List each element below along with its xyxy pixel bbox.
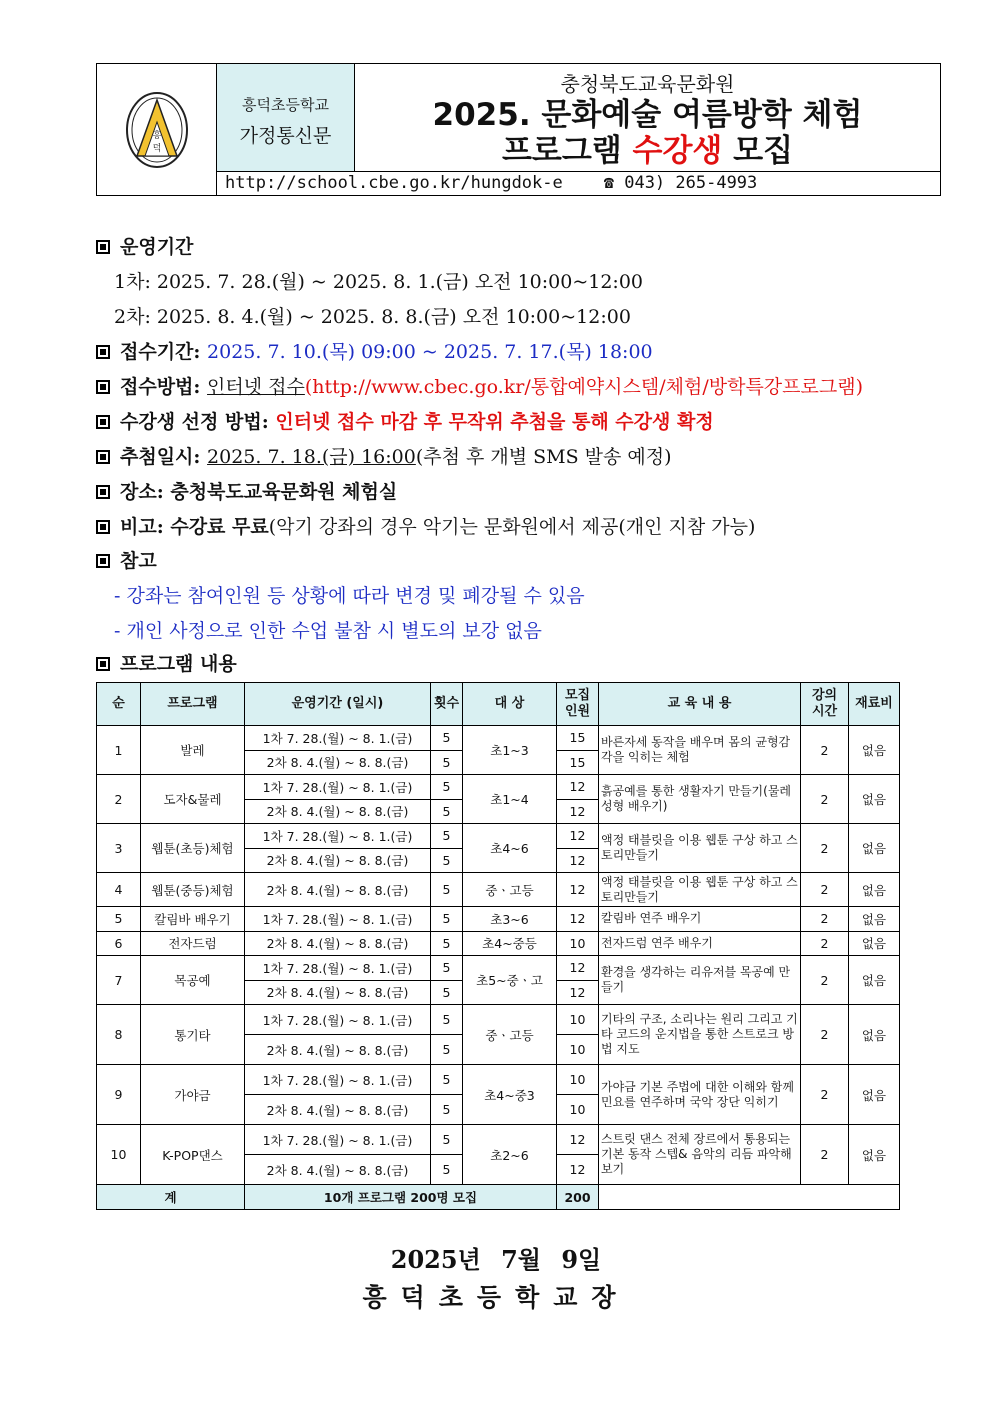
program-content: 환경을 생각하는 리유저블 목공예 만들기 bbox=[599, 956, 801, 1005]
newsletter-cell bbox=[217, 64, 355, 171]
program-name: 웹툰(초등)체험 bbox=[141, 824, 245, 873]
program-content: 전자드럼 연주 배우기 bbox=[599, 931, 801, 956]
school-logo bbox=[97, 64, 217, 195]
total-count: 200 bbox=[557, 1185, 599, 1210]
organizer: 충청북도교육문화원 bbox=[560, 72, 735, 96]
session-capacity: 10 bbox=[557, 1095, 599, 1125]
logo-cell bbox=[97, 64, 217, 195]
material-fee: 없음 bbox=[849, 1065, 900, 1125]
session-capacity: 12 bbox=[557, 1125, 599, 1155]
program-name: 통기타 bbox=[141, 1005, 245, 1065]
total-description: 10개 프로그램 200명 모집 bbox=[245, 1185, 557, 1210]
lecture-hours: 2 bbox=[801, 873, 849, 907]
column-header: 프로그램 bbox=[141, 683, 245, 726]
program-content: 기타의 구조, 소리나는 원리 그리고 기타 코드의 운지법을 통한 스트로크 방법 지도 bbox=[599, 1005, 801, 1065]
material-fee: 없음 bbox=[849, 1005, 900, 1065]
svg-text:덕: 덕 bbox=[152, 144, 162, 154]
program-content: 스트릿 댄스 전체 장르에서 통용되는 기본 동작 스텝& 음악의 리듬 파악해 보기 bbox=[599, 1125, 801, 1185]
section-selection: 수강생 선정 방법: 인터넷 접수 마감 후 무작위 추첨을 통해 수강생 확정 bbox=[96, 410, 714, 434]
period-2: 2차: 2025. 8. 4.(월) ~ 2025. 8. 8.(금) 오전 10:00~12:00 bbox=[114, 306, 631, 328]
material-fee: 없음 bbox=[849, 726, 900, 775]
lecture-hours: 2 bbox=[801, 931, 849, 956]
session-count: 5 bbox=[431, 848, 463, 873]
session-count: 5 bbox=[431, 1035, 463, 1065]
session-period: 2차 8. 4.(월) ~ 8. 8.(금) bbox=[245, 873, 431, 907]
square-bullet-icon bbox=[96, 520, 110, 534]
session-capacity: 10 bbox=[557, 931, 599, 956]
session-count: 5 bbox=[431, 1065, 463, 1095]
session-count: 5 bbox=[431, 1095, 463, 1125]
session-count: 5 bbox=[431, 799, 463, 824]
session-count: 5 bbox=[431, 907, 463, 932]
session-period: 1차 7. 28.(월) ~ 8. 1.(금) bbox=[245, 1005, 431, 1035]
lecture-hours: 2 bbox=[801, 1005, 849, 1065]
total-empty bbox=[599, 1185, 900, 1210]
material-fee: 없음 bbox=[849, 956, 900, 1005]
square-bullet-icon bbox=[96, 485, 110, 499]
column-header: 교 육 내 용 bbox=[599, 683, 801, 726]
program-content: 칼림바 연주 배우기 bbox=[599, 907, 801, 932]
phone-icon: ☎ bbox=[603, 173, 614, 193]
svg-text:흥: 흥 bbox=[152, 131, 162, 141]
program-name: 도자&물레 bbox=[141, 775, 245, 824]
period-1: 1차: 2025. 7. 28.(월) ~ 2025. 8. 1.(금) 오전 10:00~12:00 bbox=[114, 271, 644, 293]
square-bullet-icon bbox=[96, 345, 110, 359]
section-reception: 접수기간: 2025. 7. 10.(목) 09:00 ~ 2025. 7. 17.(목) 18:00 bbox=[96, 340, 653, 364]
target-group: 초4~6 bbox=[463, 824, 557, 873]
program-name: 웹툰(중등)체험 bbox=[141, 873, 245, 907]
session-period: 2차 8. 4.(월) ~ 8. 8.(금) bbox=[245, 980, 431, 1005]
table-row bbox=[97, 873, 900, 907]
row-number: 4 bbox=[97, 873, 141, 907]
row-number: 8 bbox=[97, 1005, 141, 1065]
school-url[interactable]: http://school.cbe.go.kr/hungdok-e bbox=[225, 173, 563, 193]
square-bullet-icon bbox=[96, 380, 110, 394]
session-period: 2차 8. 4.(월) ~ 8. 8.(금) bbox=[245, 1155, 431, 1185]
square-bullet-icon bbox=[96, 554, 110, 568]
table-row bbox=[97, 907, 900, 932]
title-part-1: 프로그램 bbox=[501, 133, 633, 169]
section-ref: 참고 bbox=[96, 549, 157, 573]
program-table bbox=[96, 682, 900, 1210]
target-group: 초2~6 bbox=[463, 1125, 557, 1185]
section-draw: 추첨일시: 2025. 7. 18.(금) 16:00(추첨 후 개별 SMS 발송 예정) bbox=[96, 445, 672, 469]
session-capacity: 10 bbox=[557, 1065, 599, 1095]
session-count: 5 bbox=[431, 750, 463, 775]
session-capacity: 12 bbox=[557, 907, 599, 932]
lecture-hours: 2 bbox=[801, 824, 849, 873]
session-count: 5 bbox=[431, 775, 463, 800]
program-name: 가야금 bbox=[141, 1065, 245, 1125]
session-period: 1차 7. 28.(월) ~ 8. 1.(금) bbox=[245, 824, 431, 849]
square-bullet-icon bbox=[96, 240, 110, 254]
target-group: 초4~중등 bbox=[463, 931, 557, 956]
table-row bbox=[97, 824, 900, 849]
target-group: 초3~6 bbox=[463, 907, 557, 932]
row-number: 3 bbox=[97, 824, 141, 873]
header-box bbox=[96, 63, 941, 196]
page-title bbox=[355, 97, 940, 169]
table-row bbox=[97, 1065, 900, 1095]
session-capacity: 15 bbox=[557, 750, 599, 775]
section-program: 프로그램 내용 bbox=[96, 652, 237, 676]
title-line-1: 2025. 문화예술 여름방학 체험 bbox=[432, 97, 863, 133]
material-fee: 없음 bbox=[849, 824, 900, 873]
ref-1: - 강좌는 참여인원 등 상황에 따라 변경 및 폐강될 수 있음 bbox=[114, 585, 585, 607]
session-count: 5 bbox=[431, 824, 463, 849]
column-header: 횟수 bbox=[431, 683, 463, 726]
session-period: 2차 8. 4.(월) ~ 8. 8.(금) bbox=[245, 750, 431, 775]
title-part-3: 모집 bbox=[722, 133, 794, 169]
session-count: 5 bbox=[431, 726, 463, 751]
column-header: 모집 인원 bbox=[557, 683, 599, 726]
session-period: 1차 7. 28.(월) ~ 8. 1.(금) bbox=[245, 907, 431, 932]
material-fee: 없음 bbox=[849, 1125, 900, 1185]
square-bullet-icon bbox=[96, 657, 110, 671]
session-period: 1차 7. 28.(월) ~ 8. 1.(금) bbox=[245, 956, 431, 981]
row-number: 7 bbox=[97, 956, 141, 1005]
session-period: 2차 8. 4.(월) ~ 8. 8.(금) bbox=[245, 931, 431, 956]
session-capacity: 10 bbox=[557, 1035, 599, 1065]
material-fee: 없음 bbox=[849, 775, 900, 824]
row-number: 2 bbox=[97, 775, 141, 824]
session-count: 5 bbox=[431, 1155, 463, 1185]
target-group: 중ㆍ고등 bbox=[463, 873, 557, 907]
lecture-hours: 2 bbox=[801, 907, 849, 932]
table-row bbox=[97, 956, 900, 981]
table-row bbox=[97, 726, 900, 751]
program-content: 가야금 기본 주법에 대한 이해와 함께 민요를 연주하며 국악 장단 익히기 bbox=[599, 1065, 801, 1125]
row-number: 5 bbox=[97, 907, 141, 932]
session-capacity: 12 bbox=[557, 956, 599, 981]
session-count: 5 bbox=[431, 956, 463, 981]
program-content: 액정 태블릿을 이용 웹툰 구상 하고 스토리만들기 bbox=[599, 824, 801, 873]
session-capacity: 12 bbox=[557, 824, 599, 849]
lecture-hours: 2 bbox=[801, 1065, 849, 1125]
session-count: 5 bbox=[431, 1125, 463, 1155]
session-capacity: 12 bbox=[557, 848, 599, 873]
program-content: 액정 태블릿을 이용 웹툰 구상 하고 스토리만들기 bbox=[599, 873, 801, 907]
session-capacity: 12 bbox=[557, 1155, 599, 1185]
row-number: 10 bbox=[97, 1125, 141, 1185]
target-group: 초4~중3 bbox=[463, 1065, 557, 1125]
principal-signature: 흥덕초등학교장 bbox=[362, 1283, 630, 1312]
column-header: 대 상 bbox=[463, 683, 557, 726]
session-capacity: 10 bbox=[557, 1005, 599, 1035]
table-row bbox=[97, 1005, 900, 1035]
session-period: 2차 8. 4.(월) ~ 8. 8.(금) bbox=[245, 848, 431, 873]
table-header-row bbox=[97, 683, 900, 726]
program-name: 칼림바 배우기 bbox=[141, 907, 245, 932]
session-capacity: 12 bbox=[557, 775, 599, 800]
lecture-hours: 2 bbox=[801, 1125, 849, 1185]
program-name: 목공예 bbox=[141, 956, 245, 1005]
session-period: 2차 8. 4.(월) ~ 8. 8.(금) bbox=[245, 1035, 431, 1065]
issue-date: 2025년 7월 9일 bbox=[390, 1245, 602, 1274]
session-period: 1차 7. 28.(월) ~ 8. 1.(금) bbox=[245, 726, 431, 751]
contact-row bbox=[217, 171, 940, 195]
school-name: 흥덕초등학교 bbox=[242, 96, 329, 114]
session-period: 1차 7. 28.(월) ~ 8. 1.(금) bbox=[245, 775, 431, 800]
title-part-2: 수강생 bbox=[632, 133, 723, 169]
section-place: 장소: 충청북도교육문화원 체험실 bbox=[96, 480, 397, 504]
column-header: 강의 시간 bbox=[801, 683, 849, 726]
session-count: 5 bbox=[431, 873, 463, 907]
phone-number: 043) 265-4993 bbox=[624, 173, 758, 193]
session-period: 1차 7. 28.(월) ~ 8. 1.(금) bbox=[245, 1065, 431, 1095]
total-label: 계 bbox=[97, 1185, 245, 1210]
program-content: 바른자세 동작을 배우며 몸의 균형감각을 익히는 체험 bbox=[599, 726, 801, 775]
column-header: 운영기간 (일시) bbox=[245, 683, 431, 726]
title-cell bbox=[355, 64, 940, 171]
row-number: 6 bbox=[97, 931, 141, 956]
program-name: K-POP댄스 bbox=[141, 1125, 245, 1185]
session-capacity: 12 bbox=[557, 799, 599, 824]
session-capacity: 12 bbox=[557, 980, 599, 1005]
session-period: 1차 7. 28.(월) ~ 8. 1.(금) bbox=[245, 1125, 431, 1155]
target-group: 초1~4 bbox=[463, 775, 557, 824]
method-url[interactable]: (http://www.cbec.go.kr/통합예약시스템/체험/방학특강프로그램) bbox=[304, 376, 863, 398]
table-row bbox=[97, 931, 900, 956]
session-count: 5 bbox=[431, 980, 463, 1005]
lecture-hours: 2 bbox=[801, 726, 849, 775]
program-name: 발레 bbox=[141, 726, 245, 775]
column-header: 재료비 bbox=[849, 683, 900, 726]
lecture-hours: 2 bbox=[801, 775, 849, 824]
square-bullet-icon bbox=[96, 415, 110, 429]
material-fee: 없음 bbox=[849, 907, 900, 932]
section-method: 접수방법: 인터넷 접수(http://www.cbec.go.kr/통합예약시스템/체험/방학특강프로그램) bbox=[96, 375, 863, 399]
target-group: 초1~3 bbox=[463, 726, 557, 775]
table-row bbox=[97, 775, 900, 800]
target-group: 중ㆍ고등 bbox=[463, 1005, 557, 1065]
column-header: 순 bbox=[97, 683, 141, 726]
session-count: 5 bbox=[431, 931, 463, 956]
session-count: 5 bbox=[431, 1005, 463, 1035]
material-fee: 없음 bbox=[849, 873, 900, 907]
session-period: 2차 8. 4.(월) ~ 8. 8.(금) bbox=[245, 1095, 431, 1125]
ref-2: - 개인 사정으로 인한 수업 불참 시 별도의 보강 없음 bbox=[114, 620, 542, 642]
program-content: 흙공예를 통한 생활자기 만들기(물레성형 배우기) bbox=[599, 775, 801, 824]
section-period: 운영기간 bbox=[96, 235, 193, 259]
program-name: 전자드럼 bbox=[141, 931, 245, 956]
lecture-hours: 2 bbox=[801, 956, 849, 1005]
square-bullet-icon bbox=[96, 450, 110, 464]
title-line-2 bbox=[355, 133, 940, 169]
table-row bbox=[97, 1125, 900, 1155]
material-fee: 없음 bbox=[849, 931, 900, 956]
session-period: 2차 8. 4.(월) ~ 8. 8.(금) bbox=[245, 799, 431, 824]
total-row bbox=[97, 1185, 900, 1210]
row-number: 1 bbox=[97, 726, 141, 775]
target-group: 초5~중ㆍ고 bbox=[463, 956, 557, 1005]
row-number: 9 bbox=[97, 1065, 141, 1125]
section-note: 비고: 수강료 무료(악기 강좌의 경우 악기는 문화원에서 제공(개인 지참 가능) bbox=[96, 515, 755, 539]
session-capacity: 15 bbox=[557, 726, 599, 751]
session-capacity: 12 bbox=[557, 873, 599, 907]
newsletter-label: 가정통신문 bbox=[239, 125, 332, 147]
